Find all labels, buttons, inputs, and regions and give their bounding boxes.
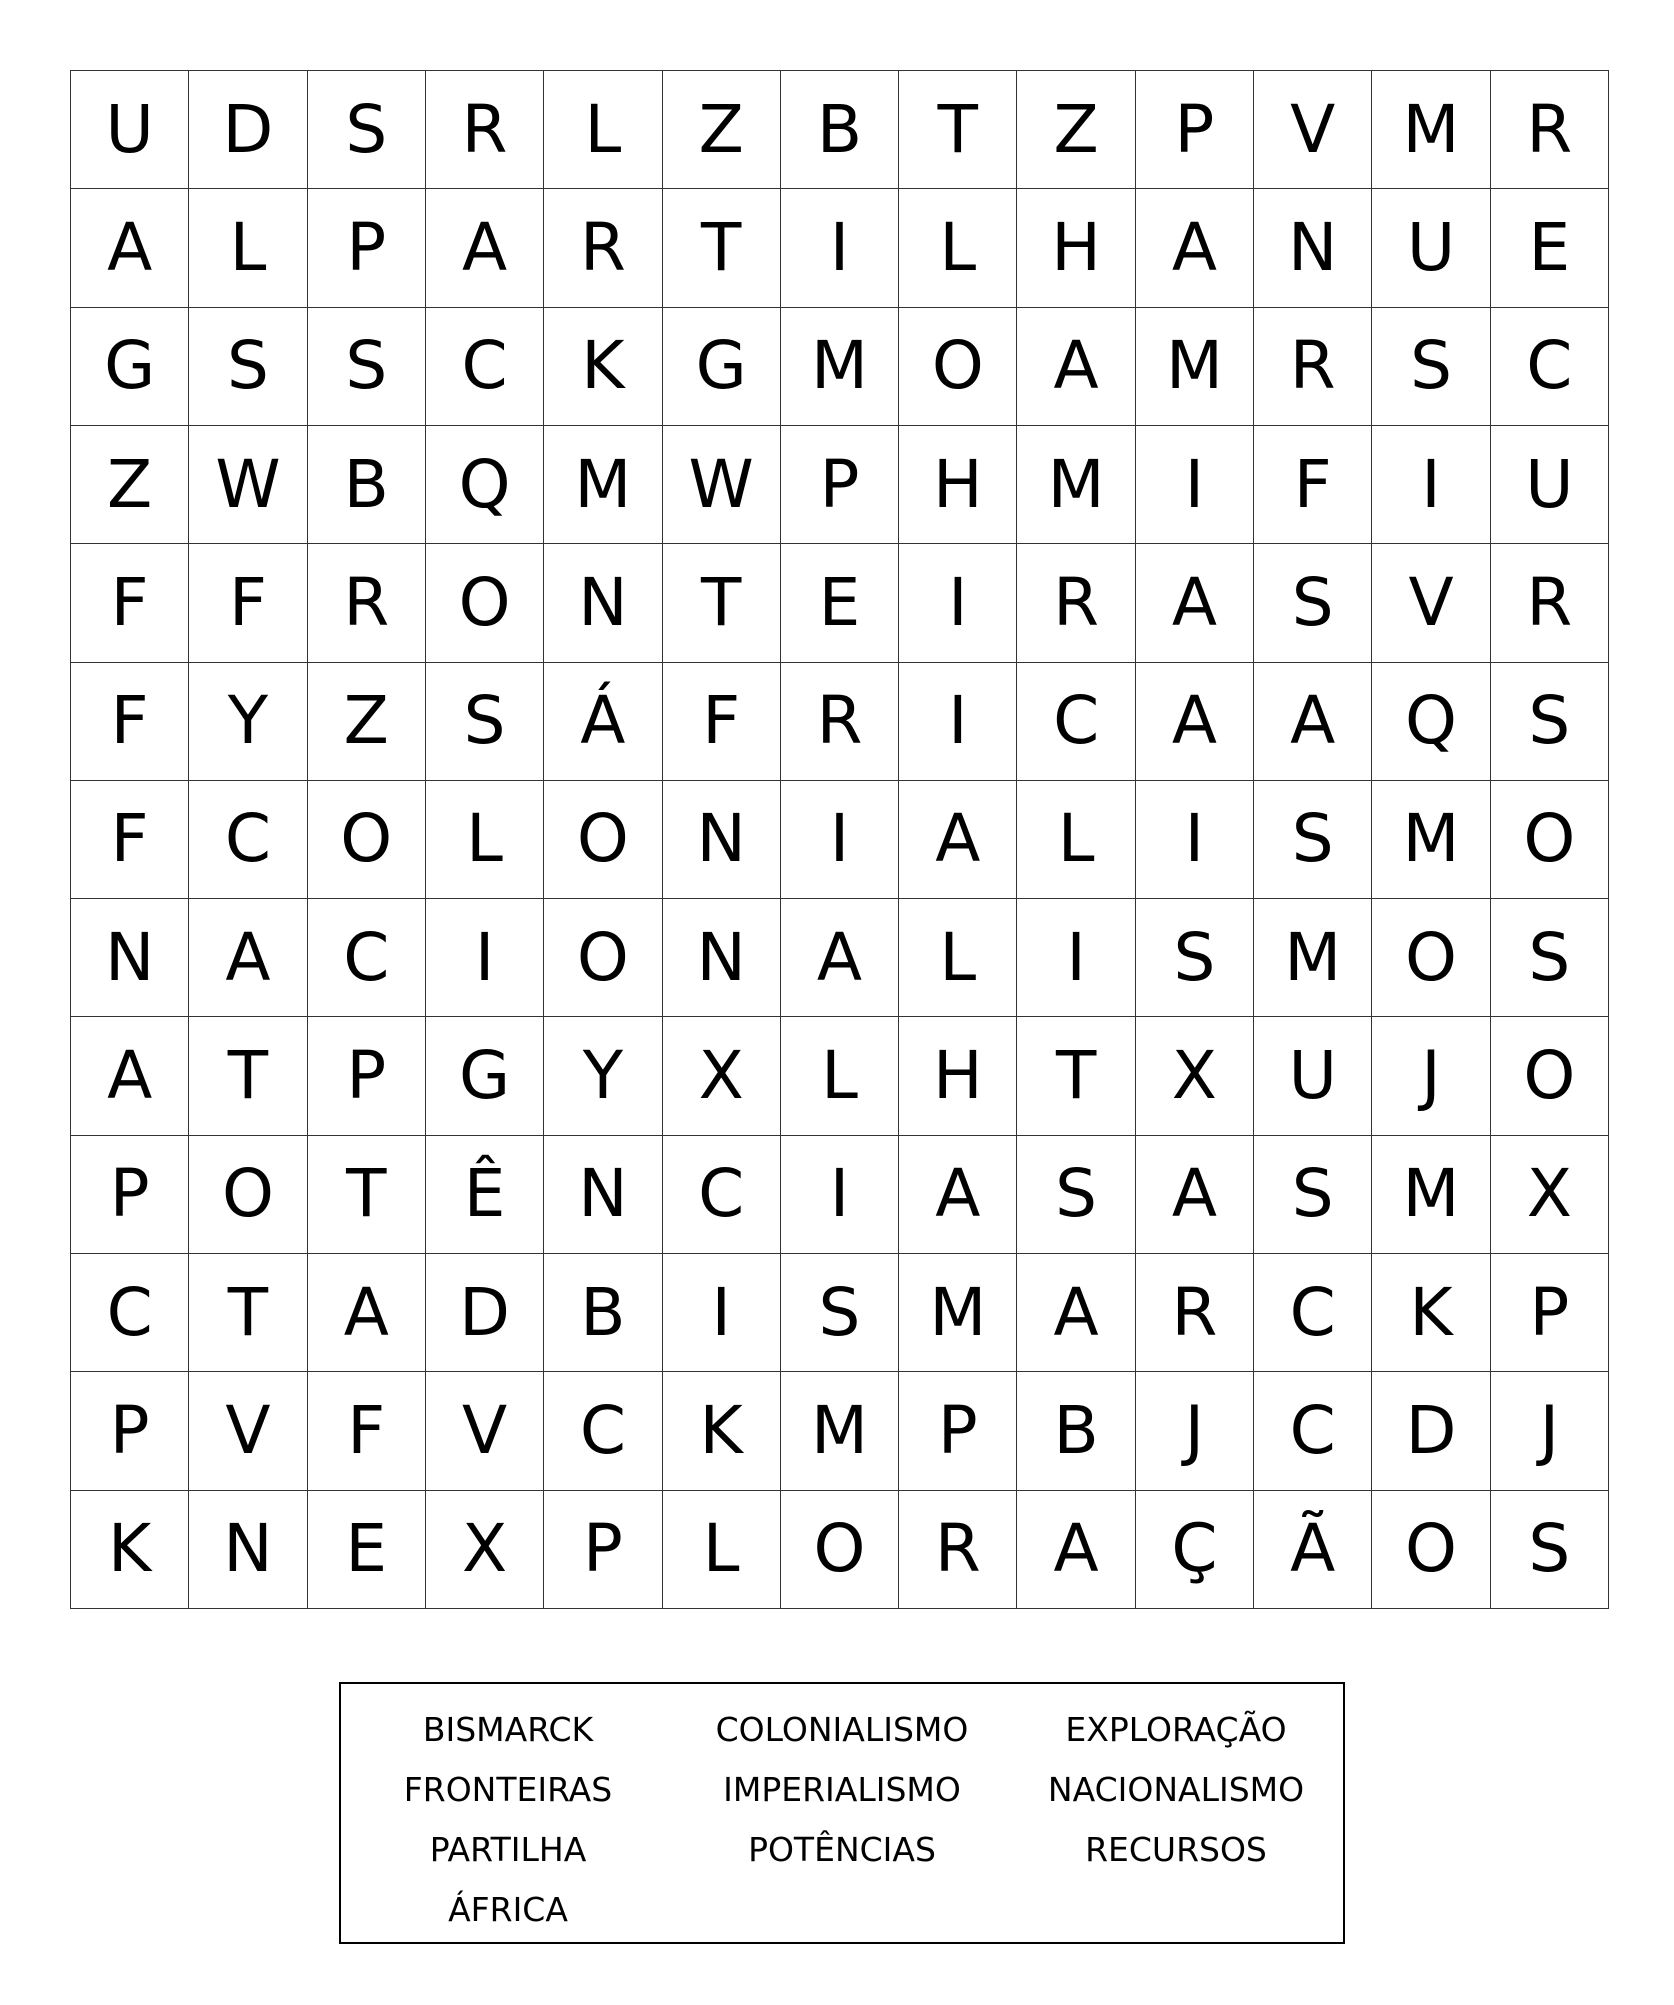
- grid-cell-r8-c11[interactable]: J: [1372, 1017, 1490, 1135]
- grid-cell-r12-c10[interactable]: Ã: [1254, 1491, 1372, 1609]
- grid-cell-r2-c4[interactable]: K: [544, 308, 662, 426]
- grid-cell-r4-c3[interactable]: O: [426, 544, 544, 662]
- grid-cell-r2-c11[interactable]: S: [1372, 308, 1490, 426]
- grid-cell-r12-c3[interactable]: X: [426, 1491, 544, 1609]
- grid-cell-r12-c5[interactable]: L: [663, 1491, 781, 1609]
- grid-cell-r9-c5[interactable]: C: [663, 1136, 781, 1254]
- grid-cell-r1-c4[interactable]: R: [544, 189, 662, 307]
- grid-cell-r11-c0[interactable]: P: [71, 1372, 189, 1490]
- grid-cell-r4-c9[interactable]: A: [1136, 544, 1254, 662]
- grid-cell-r10-c7[interactable]: M: [899, 1254, 1017, 1372]
- grid-cell-r0-c7[interactable]: T: [899, 71, 1017, 189]
- grid-cell-r11-c12[interactable]: J: [1491, 1372, 1609, 1490]
- grid-cell-r9-c6[interactable]: I: [781, 1136, 899, 1254]
- word-bank-item: COLONIALISMO: [715, 1710, 969, 1749]
- grid-cell-r12-c12[interactable]: S: [1491, 1491, 1609, 1609]
- grid-cell-r6-c2[interactable]: O: [308, 781, 426, 899]
- word-bank-item: FRONTEIRAS: [403, 1770, 613, 1809]
- grid-cell-r4-c10[interactable]: S: [1254, 544, 1372, 662]
- grid-cell-r0-c10[interactable]: V: [1254, 71, 1372, 189]
- grid-cell-r2-c5[interactable]: G: [663, 308, 781, 426]
- grid-cell-r0-c4[interactable]: L: [544, 71, 662, 189]
- grid-cell-r11-c8[interactable]: B: [1017, 1372, 1135, 1490]
- grid-cell-r10-c5[interactable]: I: [663, 1254, 781, 1372]
- grid-cell-r9-c4[interactable]: N: [544, 1136, 662, 1254]
- grid-cell-r2-c3[interactable]: C: [426, 308, 544, 426]
- grid-cell-r5-c5[interactable]: F: [663, 663, 781, 781]
- grid-cell-r3-c9[interactable]: I: [1136, 426, 1254, 544]
- grid-cell-r5-c0[interactable]: F: [71, 663, 189, 781]
- grid-cell-r1-c11[interactable]: U: [1372, 189, 1490, 307]
- grid-cell-r5-c1[interactable]: Y: [189, 663, 307, 781]
- grid-cell-r12-c6[interactable]: O: [781, 1491, 899, 1609]
- grid-cell-r1-c0[interactable]: A: [71, 189, 189, 307]
- grid-cell-r7-c4[interactable]: O: [544, 899, 662, 1017]
- grid-cell-r10-c11[interactable]: K: [1372, 1254, 1490, 1372]
- grid-cell-r5-c4[interactable]: Á: [544, 663, 662, 781]
- grid-cell-r9-c8[interactable]: S: [1017, 1136, 1135, 1254]
- grid-cell-r9-c10[interactable]: S: [1254, 1136, 1372, 1254]
- grid-cell-r5-c6[interactable]: R: [781, 663, 899, 781]
- word-bank-item: EXPLORAÇÃO: [1065, 1710, 1287, 1749]
- grid-cell-r4-c11[interactable]: V: [1372, 544, 1490, 662]
- grid-cell-r7-c0[interactable]: N: [71, 899, 189, 1017]
- grid-cell-r8-c1[interactable]: T: [189, 1017, 307, 1135]
- grid-cell-r5-c3[interactable]: S: [426, 663, 544, 781]
- grid-cell-r11-c1[interactable]: V: [189, 1372, 307, 1490]
- grid-cell-r11-c7[interactable]: P: [899, 1372, 1017, 1490]
- grid-cell-r10-c10[interactable]: C: [1254, 1254, 1372, 1372]
- word-bank-item: PARTILHA: [429, 1830, 587, 1869]
- grid-cell-r12-c2[interactable]: E: [308, 1491, 426, 1609]
- grid-cell-r1-c9[interactable]: A: [1136, 189, 1254, 307]
- grid-cell-r1-c6[interactable]: I: [781, 189, 899, 307]
- grid-cell-r10-c12[interactable]: P: [1491, 1254, 1609, 1372]
- grid-cell-r6-c4[interactable]: O: [544, 781, 662, 899]
- grid-cell-r7-c11[interactable]: O: [1372, 899, 1490, 1017]
- grid-cell-r5-c10[interactable]: A: [1254, 663, 1372, 781]
- grid-cell-r7-c5[interactable]: N: [663, 899, 781, 1017]
- grid-cell-r12-c11[interactable]: O: [1372, 1491, 1490, 1609]
- grid-cell-r7-c9[interactable]: S: [1136, 899, 1254, 1017]
- grid-cell-r11-c4[interactable]: C: [544, 1372, 662, 1490]
- grid-cell-r4-c7[interactable]: I: [899, 544, 1017, 662]
- grid-cell-r1-c3[interactable]: A: [426, 189, 544, 307]
- grid-cell-r6-c10[interactable]: S: [1254, 781, 1372, 899]
- grid-cell-r8-c12[interactable]: O: [1491, 1017, 1609, 1135]
- grid-cell-r10-c2[interactable]: A: [308, 1254, 426, 1372]
- word-bank-item: POTÊNCIAS: [748, 1830, 936, 1869]
- grid-cell-r8-c5[interactable]: X: [663, 1017, 781, 1135]
- grid-cell-r10-c6[interactable]: S: [781, 1254, 899, 1372]
- grid-cell-r6-c6[interactable]: I: [781, 781, 899, 899]
- grid-cell-r4-c1[interactable]: F: [189, 544, 307, 662]
- grid-cell-r11-c11[interactable]: D: [1372, 1372, 1490, 1490]
- grid-cell-r3-c12[interactable]: U: [1491, 426, 1609, 544]
- grid-cell-r2-c6[interactable]: M: [781, 308, 899, 426]
- grid-cell-r3-c4[interactable]: M: [544, 426, 662, 544]
- grid-cell-r6-c3[interactable]: L: [426, 781, 544, 899]
- grid-cell-r0-c1[interactable]: D: [189, 71, 307, 189]
- grid-cell-r6-c0[interactable]: F: [71, 781, 189, 899]
- grid-cell-r3-c10[interactable]: F: [1254, 426, 1372, 544]
- grid-cell-r6-c9[interactable]: I: [1136, 781, 1254, 899]
- grid-cell-r9-c1[interactable]: O: [189, 1136, 307, 1254]
- grid-cell-r8-c3[interactable]: G: [426, 1017, 544, 1135]
- grid-cell-r8-c6[interactable]: L: [781, 1017, 899, 1135]
- grid-cell-r11-c10[interactable]: C: [1254, 1372, 1372, 1490]
- grid-cell-r11-c3[interactable]: V: [426, 1372, 544, 1490]
- word-bank-item: RECURSOS: [1085, 1830, 1267, 1869]
- grid-cell-r8-c4[interactable]: Y: [544, 1017, 662, 1135]
- word-bank-item: IMPERIALISMO: [723, 1770, 961, 1809]
- grid-cell-r4-c2[interactable]: R: [308, 544, 426, 662]
- grid-cell-r1-c10[interactable]: N: [1254, 189, 1372, 307]
- grid-cell-r11-c2[interactable]: F: [308, 1372, 426, 1490]
- grid-cell-r3-c5[interactable]: W: [663, 426, 781, 544]
- grid-cell-r8-c10[interactable]: U: [1254, 1017, 1372, 1135]
- grid-cell-r3-c6[interactable]: P: [781, 426, 899, 544]
- grid-cell-r8-c8[interactable]: T: [1017, 1017, 1135, 1135]
- grid-cell-r3-c11[interactable]: I: [1372, 426, 1490, 544]
- letter-grid: [70, 70, 1609, 1609]
- grid-cell-r12-c9[interactable]: Ç: [1136, 1491, 1254, 1609]
- grid-cell-r10-c8[interactable]: A: [1017, 1254, 1135, 1372]
- grid-cell-r3-c7[interactable]: H: [899, 426, 1017, 544]
- grid-cell-r7-c6[interactable]: A: [781, 899, 899, 1017]
- grid-cell-r3-c2[interactable]: B: [308, 426, 426, 544]
- grid-cell-r5-c2[interactable]: Z: [308, 663, 426, 781]
- grid-cell-r1-c5[interactable]: T: [663, 189, 781, 307]
- grid-cell-r6-c7[interactable]: A: [899, 781, 1017, 899]
- grid-cell-r5-c9[interactable]: A: [1136, 663, 1254, 781]
- word-bank-item: BISMARCK: [422, 1710, 594, 1749]
- grid-cell-r1-c2[interactable]: P: [308, 189, 426, 307]
- grid-cell-r8-c7[interactable]: H: [899, 1017, 1017, 1135]
- grid-cell-r10-c0[interactable]: C: [71, 1254, 189, 1372]
- grid-cell-r4-c4[interactable]: N: [544, 544, 662, 662]
- grid-cell-r6-c12[interactable]: O: [1491, 781, 1609, 899]
- grid-cell-r10-c1[interactable]: T: [189, 1254, 307, 1372]
- grid-cell-r5-c8[interactable]: C: [1017, 663, 1135, 781]
- word-bank-item: NACIONALISMO: [1047, 1770, 1305, 1809]
- grid-cell-r0-c2[interactable]: S: [308, 71, 426, 189]
- grid-cell-r12-c7[interactable]: R: [899, 1491, 1017, 1609]
- grid-cell-r0-c0[interactable]: U: [71, 71, 189, 189]
- grid-cell-r2-c0[interactable]: G: [71, 308, 189, 426]
- grid-cell-r12-c8[interactable]: A: [1017, 1491, 1135, 1609]
- grid-cell-r4-c12[interactable]: R: [1491, 544, 1609, 662]
- grid-cell-r0-c11[interactable]: M: [1372, 71, 1490, 189]
- grid-cell-r8-c2[interactable]: P: [308, 1017, 426, 1135]
- grid-cell-r3-c1[interactable]: W: [189, 426, 307, 544]
- grid-cell-r7-c3[interactable]: I: [426, 899, 544, 1017]
- grid-cell-r0-c9[interactable]: P: [1136, 71, 1254, 189]
- grid-cell-r5-c12[interactable]: S: [1491, 663, 1609, 781]
- grid-cell-r10-c9[interactable]: R: [1136, 1254, 1254, 1372]
- grid-cell-r2-c1[interactable]: S: [189, 308, 307, 426]
- grid-cell-r2-c2[interactable]: S: [308, 308, 426, 426]
- grid-cell-r6-c8[interactable]: L: [1017, 781, 1135, 899]
- grid-cell-r9-c7[interactable]: A: [899, 1136, 1017, 1254]
- grid-cell-r9-c9[interactable]: A: [1136, 1136, 1254, 1254]
- grid-cell-r4-c8[interactable]: R: [1017, 544, 1135, 662]
- grid-cell-r3-c8[interactable]: M: [1017, 426, 1135, 544]
- grid-cell-r0-c12[interactable]: R: [1491, 71, 1609, 189]
- grid-cell-r9-c3[interactable]: Ê: [426, 1136, 544, 1254]
- grid-cell-r10-c4[interactable]: B: [544, 1254, 662, 1372]
- grid-cell-r9-c2[interactable]: T: [308, 1136, 426, 1254]
- grid-cell-r9-c11[interactable]: M: [1372, 1136, 1490, 1254]
- grid-cell-r7-c8[interactable]: I: [1017, 899, 1135, 1017]
- grid-cell-r2-c8[interactable]: A: [1017, 308, 1135, 426]
- grid-cell-r0-c5[interactable]: Z: [663, 71, 781, 189]
- grid-cell-r1-c7[interactable]: L: [899, 189, 1017, 307]
- grid-cell-r1-c8[interactable]: H: [1017, 189, 1135, 307]
- word-bank-item: ÁFRICA: [448, 1890, 568, 1929]
- grid-cell-r11-c6[interactable]: M: [781, 1372, 899, 1490]
- grid-cell-r1-c1[interactable]: L: [189, 189, 307, 307]
- grid-cell-r0-c3[interactable]: R: [426, 71, 544, 189]
- grid-cell-r4-c5[interactable]: T: [663, 544, 781, 662]
- grid-cell-r12-c0[interactable]: K: [71, 1491, 189, 1609]
- grid-cell-r1-c12[interactable]: E: [1491, 189, 1609, 307]
- grid-cell-r2-c9[interactable]: M: [1136, 308, 1254, 426]
- grid-cell-r12-c4[interactable]: P: [544, 1491, 662, 1609]
- grid-cell-r6-c5[interactable]: N: [663, 781, 781, 899]
- grid-cell-r5-c7[interactable]: I: [899, 663, 1017, 781]
- grid-cell-r2-c12[interactable]: C: [1491, 308, 1609, 426]
- grid-cell-r7-c10[interactable]: M: [1254, 899, 1372, 1017]
- grid-cell-r6-c11[interactable]: M: [1372, 781, 1490, 899]
- grid-cell-r6-c1[interactable]: C: [189, 781, 307, 899]
- grid-cell-r12-c1[interactable]: N: [189, 1491, 307, 1609]
- grid-cell-r11-c5[interactable]: K: [663, 1372, 781, 1490]
- grid-cell-r7-c2[interactable]: C: [308, 899, 426, 1017]
- grid-cell-r5-c11[interactable]: Q: [1372, 663, 1490, 781]
- grid-cell-r10-c3[interactable]: D: [426, 1254, 544, 1372]
- grid-cell-r9-c12[interactable]: X: [1491, 1136, 1609, 1254]
- grid-cell-r8-c0[interactable]: A: [71, 1017, 189, 1135]
- word-bank: [339, 1682, 1345, 1944]
- grid-cell-r4-c0[interactable]: F: [71, 544, 189, 662]
- grid-cell-r8-c9[interactable]: X: [1136, 1017, 1254, 1135]
- grid-cell-r3-c0[interactable]: Z: [71, 426, 189, 544]
- grid-cell-r7-c1[interactable]: A: [189, 899, 307, 1017]
- grid-cell-r7-c7[interactable]: L: [899, 899, 1017, 1017]
- grid-cell-r2-c7[interactable]: O: [899, 308, 1017, 426]
- grid-cell-r0-c6[interactable]: B: [781, 71, 899, 189]
- grid-cell-r11-c9[interactable]: J: [1136, 1372, 1254, 1490]
- grid-cell-r2-c10[interactable]: R: [1254, 308, 1372, 426]
- grid-cell-r7-c12[interactable]: S: [1491, 899, 1609, 1017]
- grid-cell-r4-c6[interactable]: E: [781, 544, 899, 662]
- grid-cell-r0-c8[interactable]: Z: [1017, 71, 1135, 189]
- grid-cell-r3-c3[interactable]: Q: [426, 426, 544, 544]
- grid-cell-r9-c0[interactable]: P: [71, 1136, 189, 1254]
